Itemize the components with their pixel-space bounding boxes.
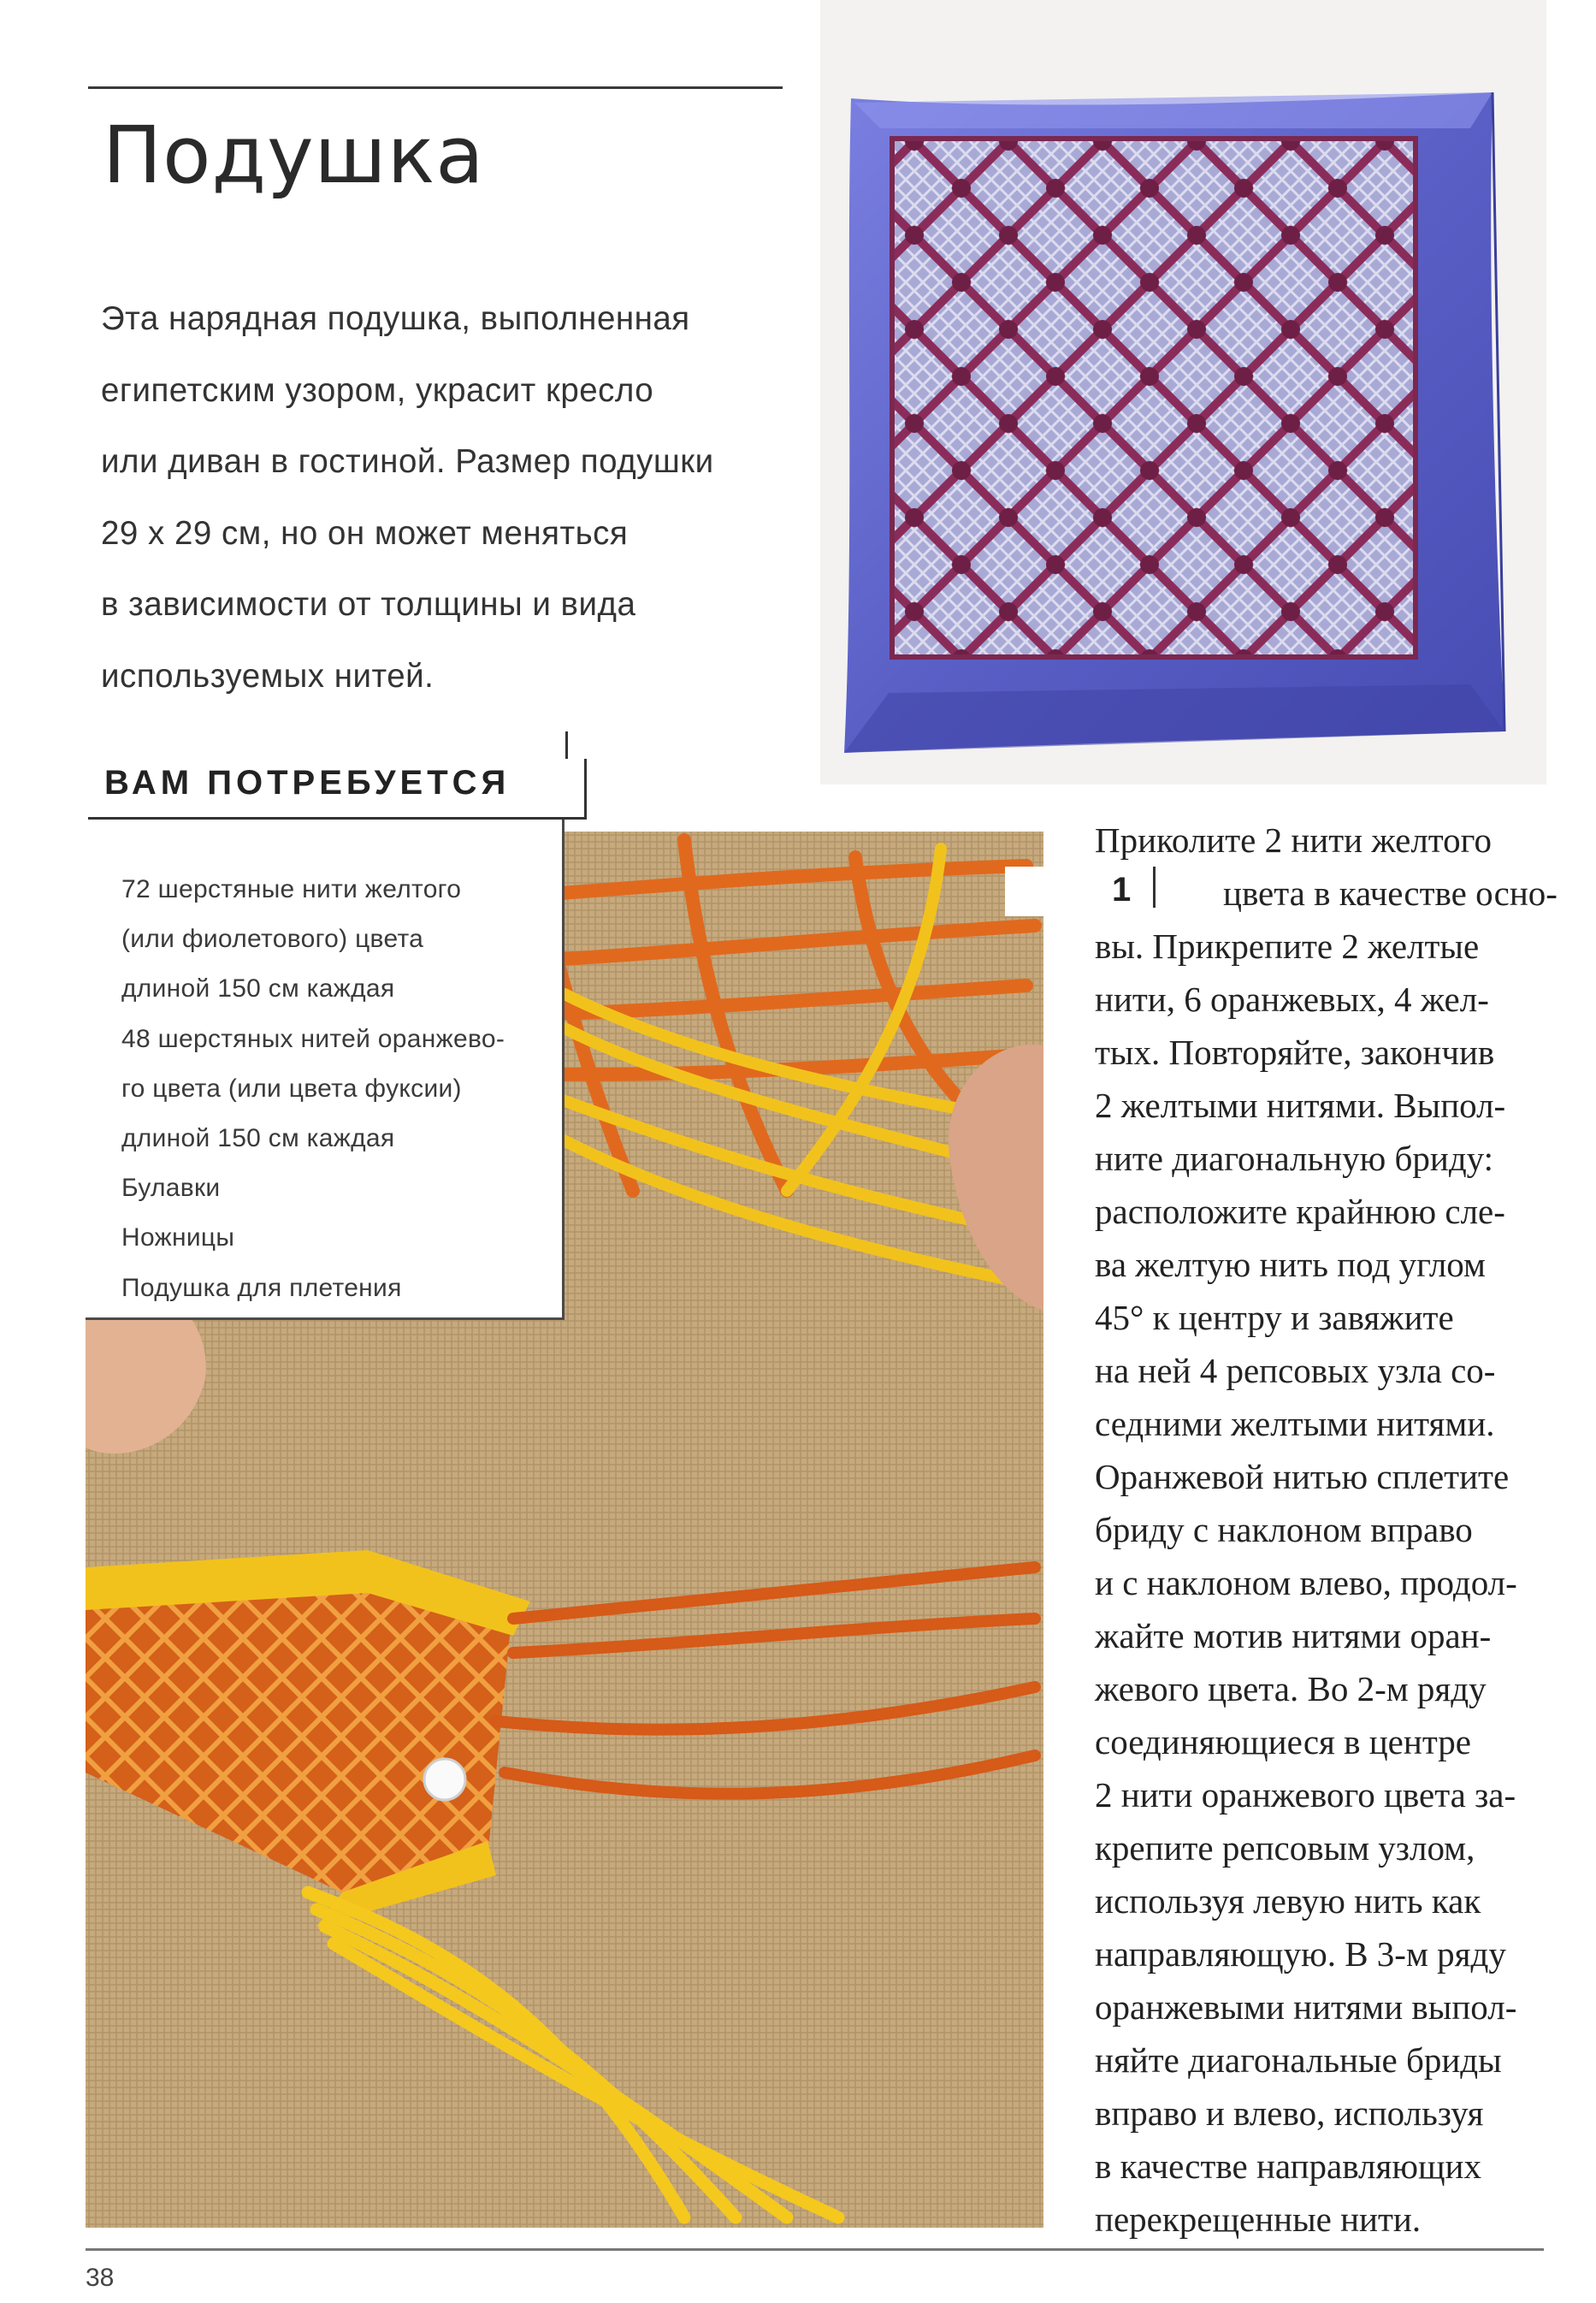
step-line: нити, 6 оранжевых, 4 жел- <box>1095 980 1489 1019</box>
needs-heading: ВАМ ПОТРЕБУЕТСЯ <box>104 764 511 802</box>
intro-paragraph <box>101 283 785 712</box>
needs-list-item: Подушка для плетения <box>121 1273 402 1302</box>
intro-line: египетским узором, украсит кресло <box>101 371 654 409</box>
needs-list-item: длиной 150 см каждая <box>121 974 395 1003</box>
needs-list-item: (или фиолетового) цвета <box>121 925 424 954</box>
step-line: ните диагональную бриду: <box>1095 1139 1494 1178</box>
page-number: 38 <box>86 2264 115 2292</box>
step-line: седними желтыми нитями. <box>1095 1404 1495 1443</box>
step-line: жевого цвета. Во 2-м ряду <box>1095 1669 1487 1708</box>
heading-tick <box>565 731 568 759</box>
needs-list-item: го цвета (или цвета фуксии) <box>121 1074 462 1103</box>
bottom-rule <box>86 2248 1544 2251</box>
needs-box <box>86 820 565 1320</box>
step-line: на ней 4 репсовых узла со- <box>1095 1351 1496 1390</box>
step-line: Приколите 2 нити желтого <box>1095 820 1492 860</box>
step-line: и с наклоном влево, продол- <box>1095 1563 1517 1602</box>
step-line: бриду с наклоном вправо <box>1095 1510 1473 1549</box>
step-number: 1 <box>1112 871 1132 909</box>
pillow-photo <box>820 0 1546 784</box>
intro-line: 29 х 29 см, но он может меняться <box>101 514 629 552</box>
needs-list-item: длиной 150 см каждая <box>121 1124 395 1153</box>
step-line: вы. Прикрепите 2 желтые <box>1095 927 1480 966</box>
intro-line: Эта нарядная подушка, выполненная <box>101 300 690 337</box>
step-instructions <box>1095 814 1574 2246</box>
step-line: 45° к центру и завяжите <box>1095 1298 1454 1337</box>
needs-list-item: Ножницы <box>121 1223 235 1252</box>
step-line: жайте мотив нитями оран- <box>1095 1616 1492 1655</box>
step-line: 2 нити оранжевого цвета за- <box>1095 1775 1516 1815</box>
intro-line: используемых нитей. <box>101 657 434 695</box>
step-line: используя левую нить как <box>1095 1881 1481 1921</box>
needs-list-item: Булавки <box>121 1174 221 1203</box>
step-line: цвета в качестве осно- <box>1223 873 1558 913</box>
intro-line: в зависимости от толщины и вида <box>101 586 636 623</box>
page-title: Подушка <box>103 110 485 201</box>
step-line: перекрещенные нити. <box>1095 2199 1422 2239</box>
intro-line: или диван в гостиной. Размер подушки <box>101 443 714 480</box>
step-line: соединяющиеся в центре <box>1095 1722 1471 1761</box>
top-rule <box>88 86 783 89</box>
step-line: Оранжевой нитью сплетите <box>1095 1457 1510 1496</box>
step-line: ва желтую нить под углом <box>1095 1245 1486 1284</box>
step-line: направляющую. В 3-м ряду <box>1095 1934 1506 1974</box>
needs-list <box>121 865 505 1313</box>
step-line: оранжевыми нитями выпол- <box>1095 1987 1517 2027</box>
step-line: няйте диагональные бриды <box>1095 2040 1502 2080</box>
needs-list-item: 72 шерстяные нити желтого <box>121 875 462 903</box>
needs-list-item: 48 шерстяных нитей оранжево- <box>121 1024 505 1053</box>
heading-divider-vertical <box>584 759 587 819</box>
step-line: крепите репсовым узлом, <box>1095 1828 1475 1868</box>
step-line: 2 желтыми нитями. Выпол- <box>1095 1086 1506 1125</box>
step-line: расположите крайнюю сле- <box>1095 1192 1505 1231</box>
step-line: тых. Повторяйте, закончив <box>1095 1033 1495 1072</box>
step-line: в качестве направляющих <box>1095 2146 1482 2186</box>
step-line: вправо и влево, используя <box>1095 2093 1484 2133</box>
